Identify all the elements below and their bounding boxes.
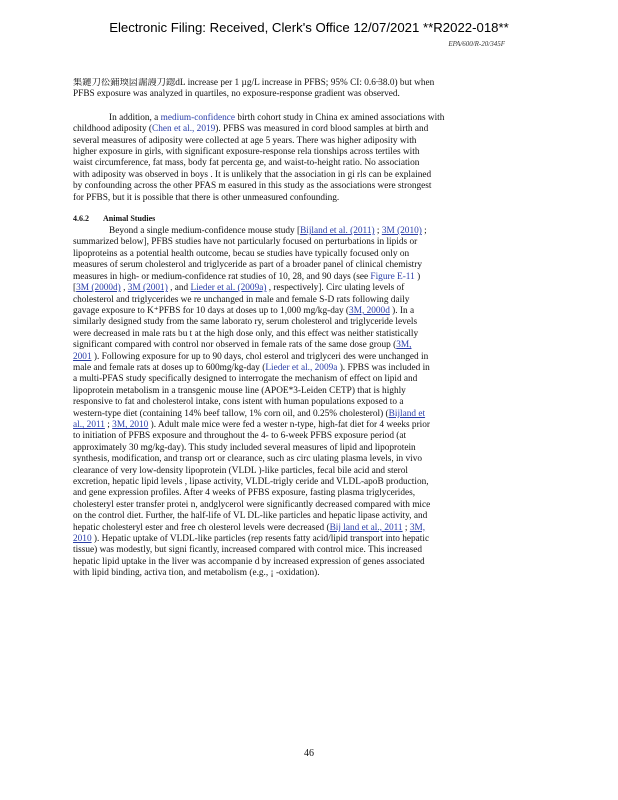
text-line: tissue) was modestly, but signi ficantly, increased compared with control mice. This increased — [73, 545, 422, 556]
text-line: synthesis, modification, and transp ort or clearance, such as circ ulating plasma levels, in vivo — [73, 454, 423, 465]
page-number: 46 — [304, 748, 314, 759]
text-line: 集鏈刀彸鋪瑌囩誳謾刀鍃dL increase per 1 µg/L increase in PFBS; 95% CI: 0.6 ̶38.0) but when — [73, 78, 435, 88]
paragraph-2 — [73, 113, 539, 204]
text-line: waist circumference, fat mass, body fat percenta ge, and waist-to-height ratio. No association — [73, 158, 420, 169]
text-line: and gene expression profiles. After 4 weeks of PFBS exposure, fasting plasma triglycerides, — [73, 488, 416, 499]
document-id: EPA/600/R-20/345F — [448, 40, 505, 48]
text-line: were decreased in male rats bu t at the high dose only, and this effect was neither statistically — [73, 328, 419, 339]
text-line: cholesteryl ester transfer protei n, andglycerol were significantly decreased compared with mice — [73, 499, 431, 510]
figure-link[interactable]: Figure E-11 — [370, 271, 415, 282]
text-line: measures of serum cholesterol and triglyceride as part of a broader panel of clinical chemistry — [73, 260, 423, 271]
text-line: excretion, hepatic lipid levels , lipase activity, VLDL-trigly ceride and VLDL-apoB production, — [73, 477, 429, 487]
text-line: to initiation of PFBS exposure and throughout the 4- to 6-week PFBS exposure period (at — [73, 431, 407, 442]
text-line: several measures of adiposity were collected at age 5 years. There was higher adiposity with — [73, 135, 417, 146]
text-line: hepatic cholesteryl ester and free ch olesterol levels were decreased (Bij land et al., 2011 ; 3M, — [73, 522, 426, 533]
citation-link[interactable]: 3M (2000d) — [76, 283, 121, 294]
text-line: responsive to fat and cholesterol intake, cons istent with human populations exposed to a — [73, 397, 404, 408]
text-line: 2010 ). Hepatic uptake of VLDL-like particles (rep resents fatty acid/lipid transport into hepatic — [73, 534, 430, 545]
citation-link[interactable]: 2010 — [73, 534, 92, 545]
text-line: on the control diet. Further, the half-life of VL DL-like particles and hepatic lipase activity, and — [73, 511, 428, 522]
text-line: by confounding across the other PFAS m easured in this study as the associations were strongest — [73, 181, 432, 192]
text-line: for PFBS, but it is possible that there is other unmeasured confounding. — [73, 192, 340, 203]
text-line: lipoproteins as a potential health outcome, becau se studies have typically focused only on — [73, 248, 410, 259]
text-line: childhood adiposity (Chen et al., 2019). PFBS was measured in cord blood samples at birth and — [73, 124, 429, 135]
citation-link[interactable]: Chen et al., 2019 — [152, 124, 216, 135]
text-line: Beyond a single medium-confidence mouse study [Bijland et al. (2011) ; 3M (2010) ; — [109, 226, 427, 237]
text-line: male and female rats at doses up to 600mg/kg-day (Lieder et al., 2009a ). FPBS was included in — [73, 362, 430, 373]
text-line: PFBS exposure was analyzed in quartiles, no exposure-response gradient was observed. — [73, 89, 400, 100]
citation-link[interactable]: Bijland et al. (2011) — [300, 226, 375, 237]
citation-link[interactable]: 3M, — [409, 522, 426, 533]
paragraph-1 — [73, 78, 539, 101]
citation-link[interactable]: Bij land et al., 2011 — [329, 522, 403, 533]
section-title: Animal Studies — [103, 214, 156, 224]
citation-link[interactable]: Bijland et — [388, 408, 426, 419]
citation-link[interactable]: medium-confidence — [160, 112, 235, 123]
paragraph-3 — [73, 226, 539, 580]
text-line: gavage exposure to K⁺PFBS for 10 days at doses up to 1,000 mg/kg-day (3M, 2000d ). In a — [73, 305, 415, 316]
citation-link[interactable]: 2001 — [73, 351, 92, 362]
text-line: cholesterol and triglycerides we re unchanged in male and female S-D rats following daily — [73, 294, 410, 305]
text-line: clearance of very low-density lipoprotein (VLDL )-like particles, fecal bile acid and sterol — [73, 465, 408, 476]
text-line: with adiposity was observed in boys . It is unlikely that the association in gi rls can be explained — [73, 169, 432, 180]
citation-link[interactable]: al., 2011 — [73, 419, 105, 430]
section-number: 4.6.2 — [73, 214, 89, 224]
text-line: measures in high- or medium-confidence rat studies of 10, 28, and 90 days (see Figure E-11 ) — [73, 271, 421, 282]
citation-link[interactable]: 3M (2001) — [127, 283, 168, 294]
citation-link[interactable]: Lieder et al., 2009a — [265, 362, 338, 373]
text-line: [3M (2000d) , 3M (2001) , and Lieder et al. (2009a) , respectively]. Circ ulating levels of — [73, 283, 405, 294]
filing-stamp: Electronic Filing: Received, Clerk's Office 12/07/2021 **R2022-018** — [109, 20, 509, 35]
text-line: In addition, a medium-confidence birth cohort study in China ex amined associations with — [109, 112, 445, 123]
citation-link[interactable]: 3M (2010) — [381, 226, 422, 237]
text-line: western-type diet (containing 14% beef tallow, 1% corn oil, and 0.25% cholesterol) (Bijland et — [73, 408, 426, 419]
citation-link[interactable]: 3M, 2000d — [349, 305, 390, 316]
text-line: with lipid binding, activa tion, and metabolism (e.g., ¡ -oxidation). — [73, 568, 320, 579]
text-line: 2001 ). Following exposure for up to 90 days, chol esterol and triglyceri des were unchanged in — [73, 351, 429, 362]
section-heading — [73, 214, 539, 224]
text-line: summarized below], PFBS studies have not particularly focused on perturbations in lipids or — [73, 237, 418, 248]
text-line: similarly designed study from the same laborato ry, serum cholesterol and triglyceride levels — [73, 317, 418, 328]
citation-link[interactable]: 3M, — [396, 340, 412, 351]
text-line: lipoprotein metabolism in a transgenic mouse line (APOE*3-Leiden CETP) that is highly — [73, 385, 406, 396]
text-line: hepatic lipid uptake in the liver was accompanie d by increased expression of genes associated — [73, 556, 425, 567]
citation-link[interactable]: 3M, 2010 — [112, 419, 149, 430]
text-line: higher exposure in girls, with significant exposure-response rela tionships across tertiles with — [73, 147, 420, 158]
text-line: approximately 30 mg/kg-day). This study included several measures of lipid and lipoprotein — [73, 442, 416, 453]
text-line: al., 2011 ; 3M, 2010 ). Adult male mice were fed a wester n-type, high-fat diet for 4 weeks prior — [73, 419, 430, 430]
citation-link[interactable]: Lieder et al. (2009a) — [190, 283, 267, 294]
text-line: significant compared with control nor observed in female rats of the same dose group (3M, — [73, 340, 412, 351]
document-body — [73, 78, 539, 580]
text-line: a multi-PFAS study specifically designed to interrogate the mechanism of effect on lipid and — [73, 374, 418, 385]
